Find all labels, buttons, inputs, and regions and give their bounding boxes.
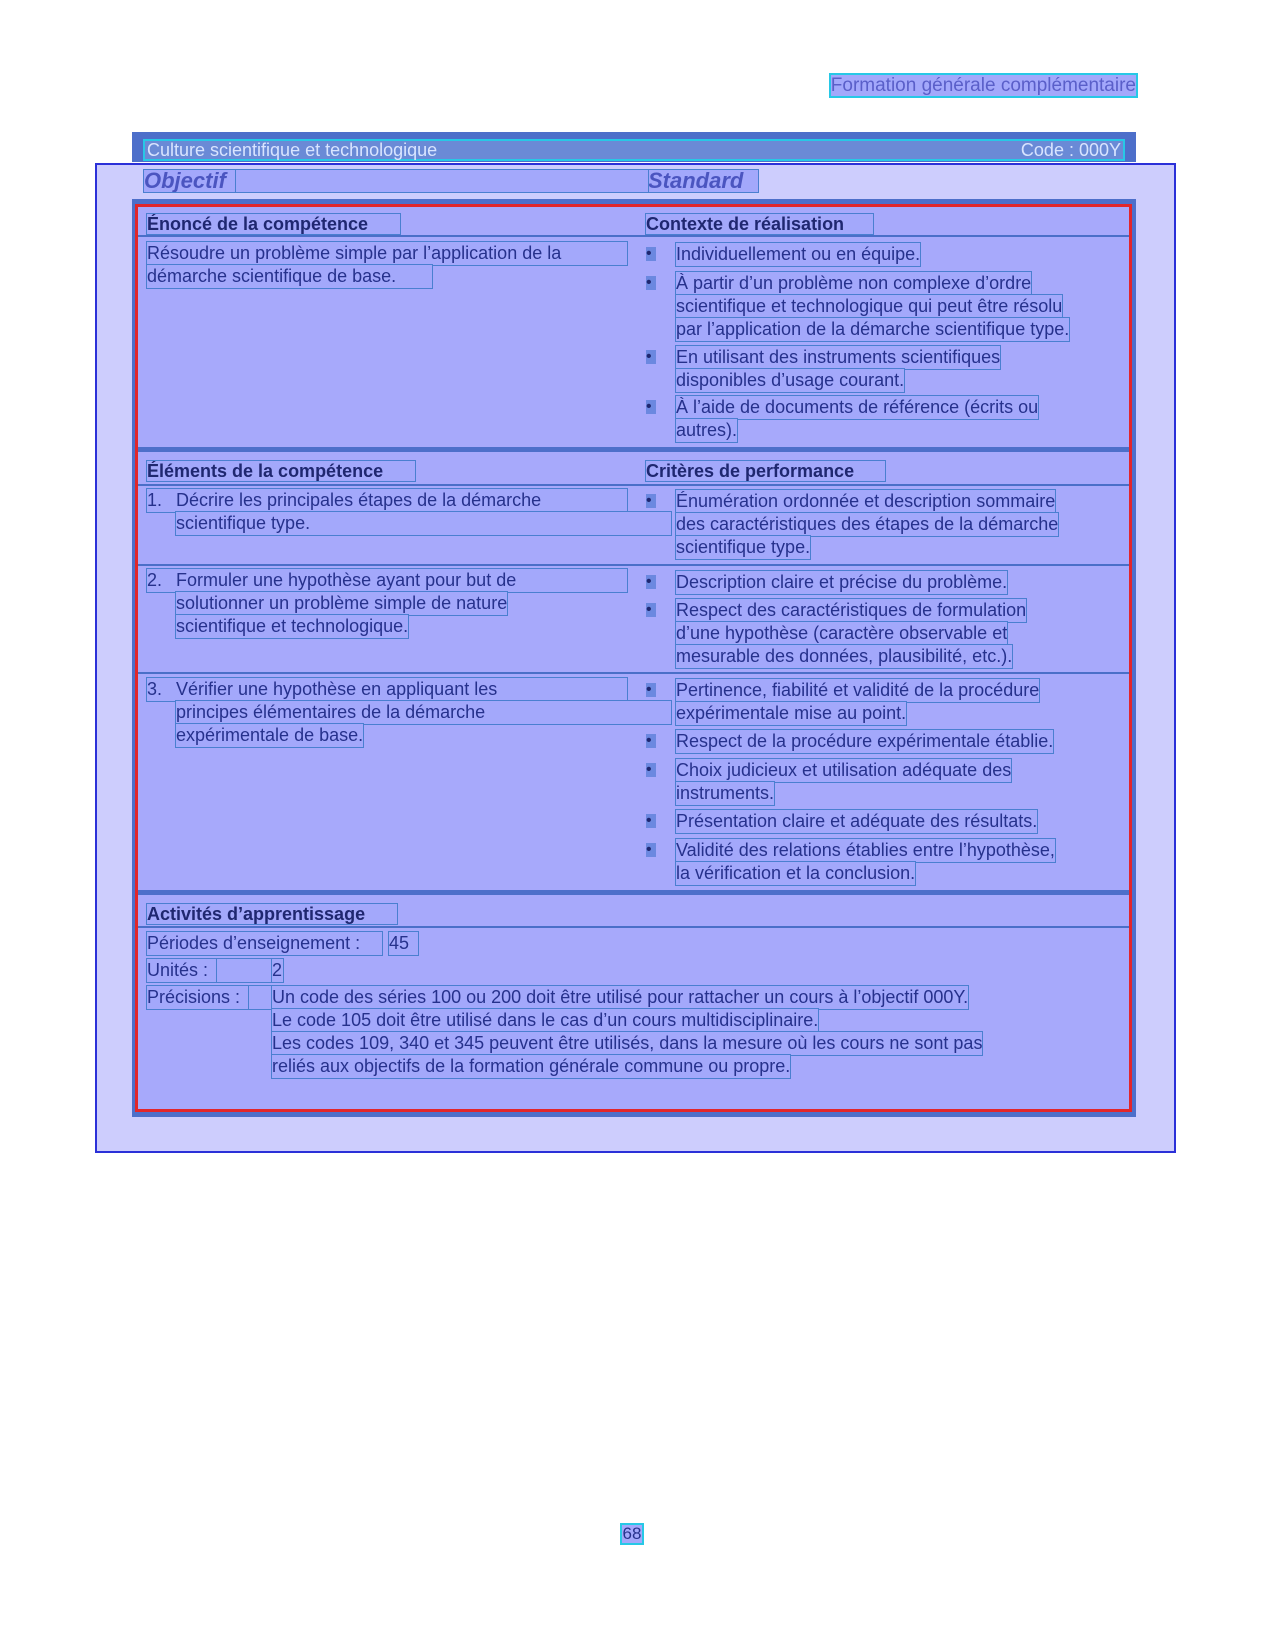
bullet-icon: • bbox=[646, 276, 656, 290]
element-row: 3. bbox=[147, 678, 627, 701]
bullet-icon: • bbox=[646, 247, 656, 261]
element-text: Décrire les principales étapes de la démarche bbox=[176, 490, 542, 510]
element-text: principes élémentaires de la démarche bbox=[176, 701, 671, 724]
enonce-heading: Énoncé de la compétence bbox=[147, 214, 400, 234]
standard-label: Standard bbox=[648, 170, 758, 192]
contexte-heading: Contexte de réalisation bbox=[646, 214, 873, 234]
bullet-icon: • bbox=[646, 400, 656, 414]
page-number: 68 bbox=[622, 1524, 642, 1543]
page-header bbox=[771, 76, 1136, 96]
bullet-icon: • bbox=[646, 350, 656, 364]
objectif-label: Objectif bbox=[144, 170, 236, 192]
divider bbox=[138, 672, 1129, 674]
critere-item: Respect de la procédure expérimentale établie. bbox=[676, 731, 1054, 751]
divider bbox=[138, 235, 1129, 237]
contexte-item: À partir d’un problème non complexe d’ordre bbox=[676, 273, 1032, 293]
element-text: solutionner un problème simple de nature bbox=[176, 593, 508, 613]
periodes-label: Périodes d’enseignement : bbox=[147, 932, 382, 955]
bullet-icon: • bbox=[646, 683, 656, 697]
element-row: 2. bbox=[147, 569, 627, 592]
bullet-icon: • bbox=[646, 575, 656, 589]
page-header-text: Formation générale complémentaire bbox=[830, 75, 1136, 96]
divider bbox=[138, 484, 1129, 486]
element-row: 1. bbox=[147, 489, 627, 512]
contexte-item: scientifique et technologique qui peut être résolu bbox=[676, 296, 1063, 316]
critere-item: des caractéristiques des étapes de la démarche bbox=[676, 514, 1059, 534]
course-code: Code : 000Y bbox=[1020, 140, 1121, 160]
contexte-item: disponibles d’usage courant. bbox=[676, 370, 905, 390]
element-text: Vérifier une hypothèse en appliquant les bbox=[176, 679, 498, 699]
section-divider bbox=[138, 447, 1129, 452]
critere-item: Description claire et précise du problème. bbox=[676, 572, 1008, 592]
enonce-line: démarche scientifique de base. bbox=[147, 265, 432, 288]
contexte-item: En utilisant des instruments scientifiques bbox=[676, 347, 1001, 367]
element-text: Formuler une hypothèse ayant pour but de bbox=[176, 570, 517, 590]
critere-item: instruments. bbox=[676, 783, 775, 803]
critere-item: Choix judicieux et utilisation adéquate des bbox=[676, 760, 1012, 780]
contexte-item: Individuellement ou en équipe. bbox=[676, 244, 921, 264]
periodes-value: 45 bbox=[389, 932, 418, 955]
precisions-label: Précisions : bbox=[147, 986, 249, 1009]
precisions-line: Les codes 109, 340 et 345 peuvent être utilisés, dans la mesure où les cours ne sont pas bbox=[272, 1033, 983, 1053]
unites-value: 2 bbox=[272, 960, 283, 980]
section-label-band bbox=[236, 170, 648, 192]
competence-table bbox=[135, 204, 1132, 1112]
bullet-icon: • bbox=[646, 494, 656, 508]
critere-item: la vérification et la conclusion. bbox=[676, 863, 916, 883]
critere-item: d’une hypothèse (caractère observable et bbox=[676, 623, 1008, 643]
bullet-icon: • bbox=[646, 734, 656, 748]
element-text: scientifique type. bbox=[176, 512, 671, 535]
critere-item: scientifique type. bbox=[676, 537, 811, 557]
elements-heading: Éléments de la compétence bbox=[147, 461, 415, 481]
element-text: scientifique et technologique. bbox=[176, 616, 409, 636]
bullet-icon: • bbox=[646, 843, 656, 857]
critere-item: mesurable des données, plausibilité, etc.). bbox=[676, 646, 1013, 666]
enonce-line: Résoudre un problème simple par l’application de la bbox=[147, 242, 627, 265]
critere-item: expérimentale mise au point. bbox=[676, 703, 907, 723]
precisions-line: Le code 105 doit être utilisé dans le cas d’un cours multidisciplinaire. bbox=[272, 1010, 819, 1030]
precisions-line: reliés aux objectifs de la formation générale commune ou propre. bbox=[272, 1056, 791, 1076]
contexte-item: par l’application de la démarche scientifique type. bbox=[676, 319, 1070, 339]
unites-label: Unités : bbox=[147, 959, 217, 982]
critere-item: Énumération ordonnée et description sommaire bbox=[676, 491, 1056, 511]
bullet-icon: • bbox=[646, 814, 656, 828]
contexte-item: autres). bbox=[676, 420, 738, 440]
critere-item: Respect des caractéristiques de formulation bbox=[676, 600, 1027, 620]
criteres-heading: Critères de performance bbox=[646, 461, 885, 481]
divider bbox=[138, 564, 1129, 566]
title-bar bbox=[132, 132, 1136, 162]
critere-item: Validité des relations établies entre l’hypothèse, bbox=[676, 840, 1055, 860]
activites-heading: Activités d’apprentissage bbox=[147, 904, 397, 924]
course-title: Culture scientifique et technologique bbox=[147, 140, 438, 160]
contexte-item: À l’aide de documents de référence (écrits ou bbox=[676, 397, 1039, 417]
critere-item: Pertinence, fiabilité et validité de la procédure bbox=[676, 680, 1040, 700]
element-text: expérimentale de base. bbox=[176, 725, 364, 745]
precisions-gap bbox=[249, 986, 272, 1009]
section-divider bbox=[138, 890, 1129, 895]
divider bbox=[138, 926, 1129, 928]
precisions-line: Un code des séries 100 ou 200 doit être utilisé pour rattacher un cours à l’objectif 000Y. bbox=[272, 987, 969, 1007]
unites-gap bbox=[217, 959, 272, 982]
critere-item: Présentation claire et adéquate des résultats. bbox=[676, 811, 1038, 831]
bullet-icon: • bbox=[646, 763, 656, 777]
bullet-icon: • bbox=[646, 603, 656, 617]
